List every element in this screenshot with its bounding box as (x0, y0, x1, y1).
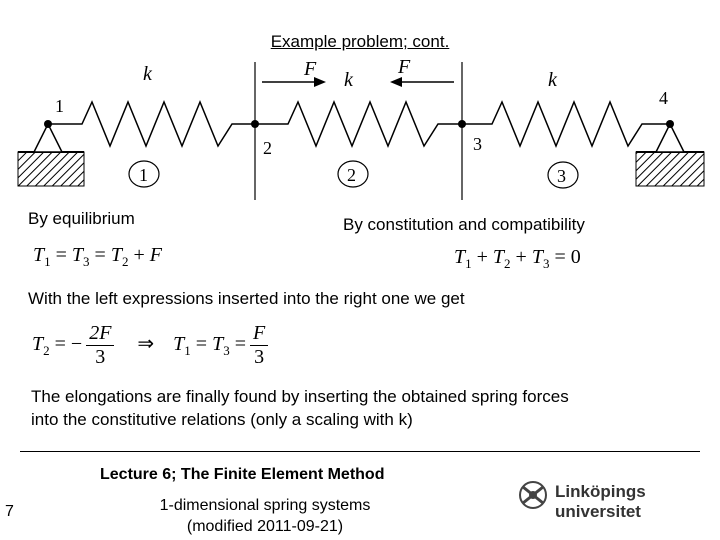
equilibrium-heading: By equilibrium (28, 209, 135, 228)
equilibrium-equation: $T_1 = T_3 = T_2 + F$ (33, 244, 162, 269)
conclusion-line-1: The elongations are finally found by inserting the obtained spring forces (31, 387, 569, 406)
node-4 (666, 120, 674, 128)
node-3 (458, 120, 466, 128)
footer-divider (20, 451, 700, 452)
university-logo-icon (516, 480, 550, 510)
footer-lecture-title: Lecture 6; The Finite Element Method (100, 466, 385, 483)
element-label-1: 1 (139, 165, 148, 185)
university-name: Linköpings universitet (555, 482, 646, 521)
node-label-4: 4 (659, 88, 668, 108)
footer-subtitle-line-1: 1-dimensional spring systems (159, 497, 371, 514)
node-label-1: 1 (55, 96, 64, 116)
constitution-heading: By constitution and compatibility (343, 215, 585, 234)
right-wall-support (636, 124, 704, 186)
node-label-2: 2 (263, 138, 272, 158)
spring-label-3: k (548, 69, 557, 91)
spring-3 (462, 102, 670, 146)
force-label-right: F (398, 56, 411, 78)
result-equation: $T_2$ = − $\frac{2F}{3}$ ⇒ $T_1 = T_3$ = $\frac{F}{3}$ (32, 322, 272, 369)
spring-system-diagram (0, 50, 720, 200)
force-label-left: F (304, 58, 317, 80)
element-label-2: 2 (347, 165, 356, 185)
node-label-3: 3 (473, 134, 482, 154)
spring-1 (48, 102, 255, 146)
spring-2 (255, 102, 462, 146)
footer-subtitle (130, 495, 400, 537)
force-arrow-right (262, 77, 326, 87)
insert-sentence: With the left expressions inserted into the right one we get (28, 289, 465, 308)
footer-subtitle-line-2: (modified 2011-09-21) (186, 518, 344, 535)
page-number: 7 (5, 503, 14, 520)
node-2 (251, 120, 259, 128)
force-arrow-left (390, 77, 454, 87)
slide-title: Example problem; cont. (270, 32, 450, 51)
element-label-3: 3 (557, 166, 566, 186)
spring-label-2: k (344, 69, 353, 91)
conclusion-line-2: into the constitutive relations (only a scaling with k) (31, 410, 413, 429)
compatibility-equation: $T_1 + T_2 + T_3 = 0$ (454, 246, 581, 271)
node-1 (44, 120, 52, 128)
spring-label-1: k (143, 63, 152, 85)
left-wall-support (18, 124, 84, 186)
